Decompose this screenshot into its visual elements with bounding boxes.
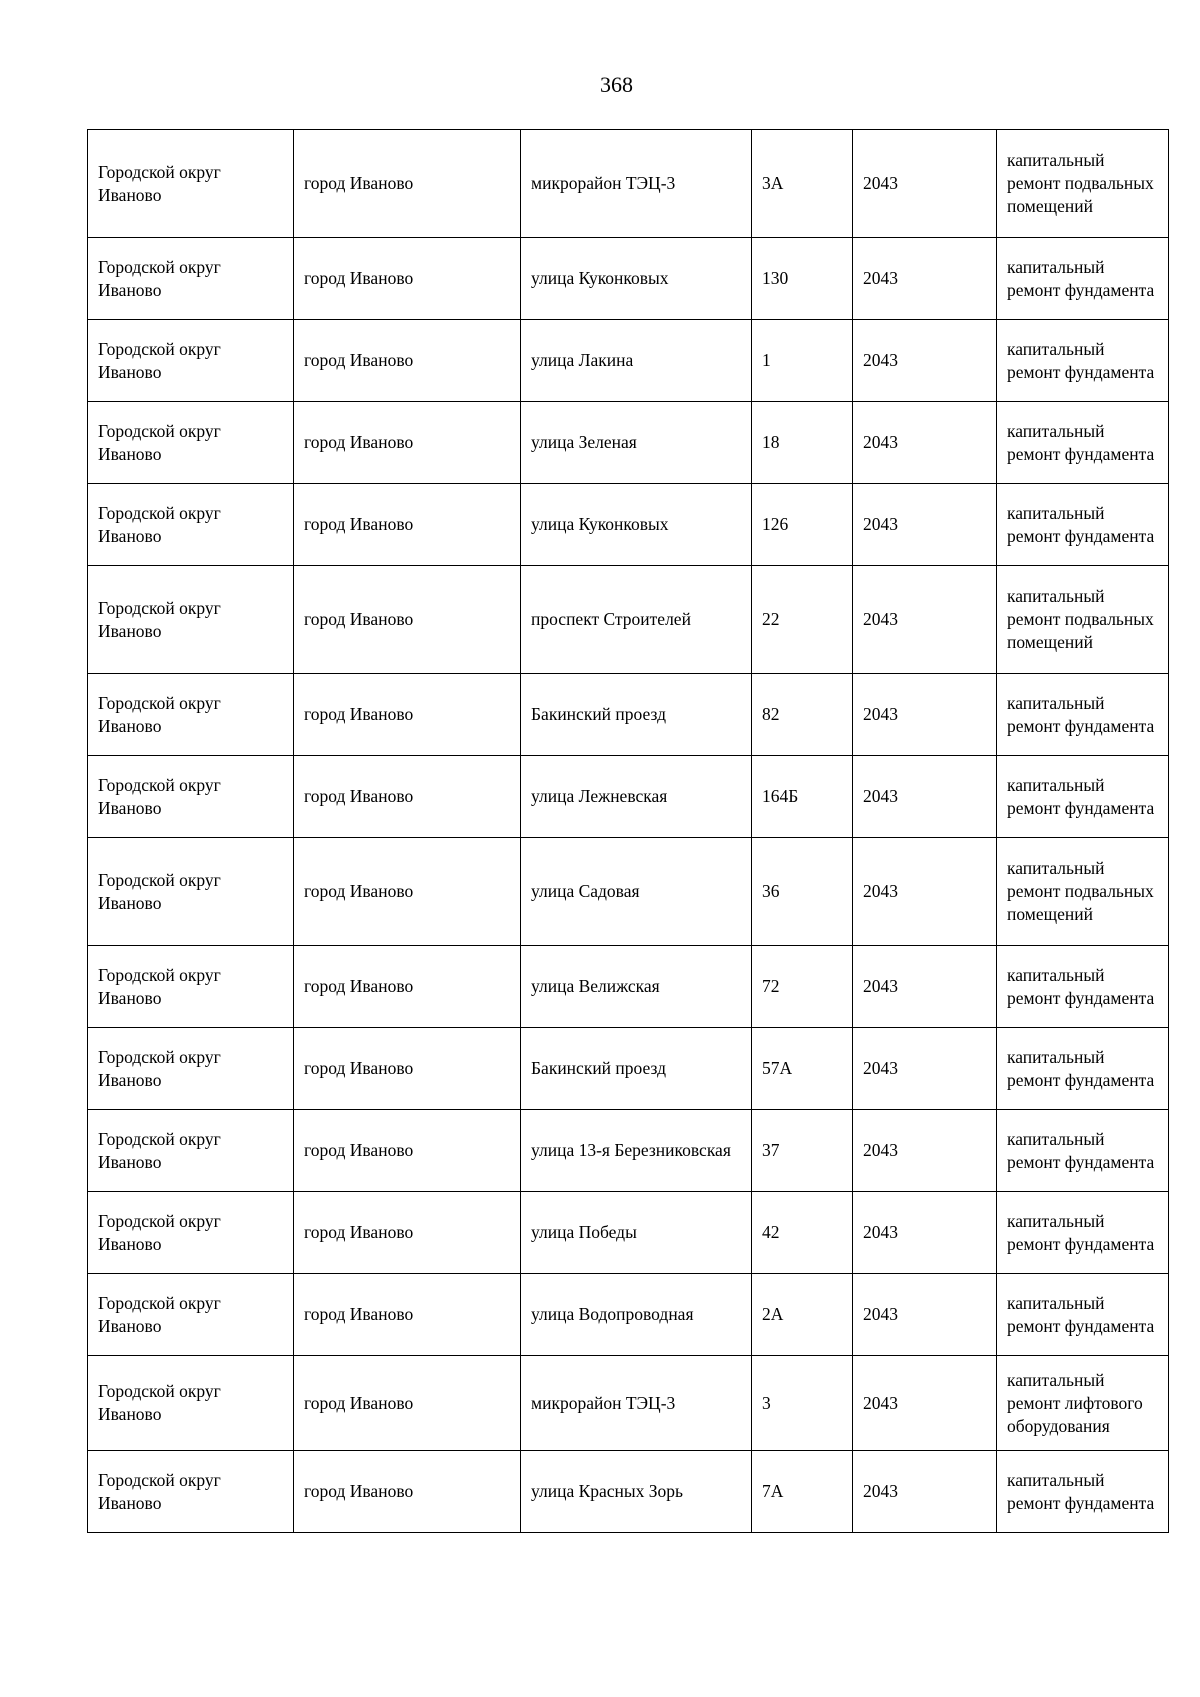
settlement-cell: город Иваново [294,1356,521,1451]
work-type-cell: капитальный ремонт фундамента [997,1192,1169,1274]
table-row [88,1192,1169,1274]
street-cell: микрорайон ТЭЦ-3 [521,1356,752,1451]
municipality-cell: Городской округ Иваново [88,838,294,946]
settlement-cell: город Иваново [294,946,521,1028]
street-cell: микрорайон ТЭЦ-3 [521,130,752,238]
table-row [88,838,1169,946]
work-type-cell: капитальный ремонт подвальных помещений [997,838,1169,946]
table-row [88,1451,1169,1533]
settlement-cell: город Иваново [294,674,521,756]
year-cell: 2043 [853,1110,997,1192]
house-number-cell: 126 [752,484,853,566]
year-cell: 2043 [853,1356,997,1451]
table-row [88,946,1169,1028]
year-cell: 2043 [853,566,997,674]
table-row [88,130,1169,238]
year-cell: 2043 [853,674,997,756]
work-type-cell: капитальный ремонт фундамента [997,674,1169,756]
house-number-cell: 1 [752,320,853,402]
street-cell: улица Лежневская [521,756,752,838]
house-number-cell: 82 [752,674,853,756]
table-row [88,756,1169,838]
house-number-cell: 18 [752,402,853,484]
table-row [88,484,1169,566]
year-cell: 2043 [853,1451,997,1533]
table-row [88,320,1169,402]
table-body [88,130,1169,1533]
year-cell: 2043 [853,1028,997,1110]
house-number-cell: 57А [752,1028,853,1110]
house-number-cell: 36 [752,838,853,946]
table-row [88,402,1169,484]
house-number-cell: 130 [752,238,853,320]
municipality-cell: Городской округ Иваново [88,130,294,238]
settlement-cell: город Иваново [294,838,521,946]
year-cell: 2043 [853,402,997,484]
settlement-cell: город Иваново [294,402,521,484]
work-type-cell: капитальный ремонт подвальных помещений [997,566,1169,674]
year-cell: 2043 [853,946,997,1028]
year-cell: 2043 [853,838,997,946]
work-type-cell: капитальный ремонт фундамента [997,946,1169,1028]
table-row [88,1028,1169,1110]
municipality-cell: Городской округ Иваново [88,566,294,674]
municipality-cell: Городской округ Иваново [88,1274,294,1356]
street-cell: улица Садовая [521,838,752,946]
house-number-cell: 164Б [752,756,853,838]
settlement-cell: город Иваново [294,1451,521,1533]
street-cell: улица Красных Зорь [521,1451,752,1533]
year-cell: 2043 [853,320,997,402]
house-number-cell: 22 [752,566,853,674]
street-cell: улица Куконковых [521,238,752,320]
settlement-cell: город Иваново [294,320,521,402]
street-cell: улица Победы [521,1192,752,1274]
year-cell: 2043 [853,756,997,838]
municipality-cell: Городской округ Иваново [88,1451,294,1533]
municipality-cell: Городской округ Иваново [88,1110,294,1192]
municipality-cell: Городской округ Иваново [88,402,294,484]
street-cell: улица Зеленая [521,402,752,484]
page-number: 368 [600,72,633,97]
work-type-cell: капитальный ремонт фундамента [997,402,1169,484]
municipality-cell: Городской округ Иваново [88,1028,294,1110]
street-cell: улица Лакина [521,320,752,402]
settlement-cell: город Иваново [294,756,521,838]
house-number-cell: 72 [752,946,853,1028]
work-type-cell: капитальный ремонт фундамента [997,756,1169,838]
year-cell: 2043 [853,484,997,566]
house-number-cell: 3А [752,130,853,238]
year-cell: 2043 [853,238,997,320]
house-number-cell: 7А [752,1451,853,1533]
work-type-cell: капитальный ремонт фундамента [997,320,1169,402]
municipality-cell: Городской округ Иваново [88,484,294,566]
municipality-cell: Городской округ Иваново [88,756,294,838]
street-cell: улица Велижская [521,946,752,1028]
house-number-cell: 3 [752,1356,853,1451]
municipality-cell: Городской округ Иваново [88,238,294,320]
table-row [88,1356,1169,1451]
year-cell: 2043 [853,130,997,238]
work-type-cell: капитальный ремонт фундамента [997,1110,1169,1192]
work-type-cell: капитальный ремонт фундамента [997,1451,1169,1533]
table-row [88,566,1169,674]
table-row [88,238,1169,320]
year-cell: 2043 [853,1274,997,1356]
table-row [88,1110,1169,1192]
settlement-cell: город Иваново [294,566,521,674]
street-cell: улица 13-я Березниковская [521,1110,752,1192]
street-cell: проспект Строителей [521,566,752,674]
street-cell: улица Куконковых [521,484,752,566]
work-type-cell: капитальный ремонт лифтового оборудования [997,1356,1169,1451]
house-number-cell: 42 [752,1192,853,1274]
house-number-cell: 2А [752,1274,853,1356]
municipality-cell: Городской округ Иваново [88,674,294,756]
settlement-cell: город Иваново [294,1192,521,1274]
house-number-cell: 37 [752,1110,853,1192]
work-type-cell: капитальный ремонт фундамента [997,1028,1169,1110]
municipality-cell: Городской округ Иваново [88,1356,294,1451]
street-cell: Бакинский проезд [521,674,752,756]
housing-repair-table [87,129,1169,1533]
table-row [88,674,1169,756]
work-type-cell: капитальный ремонт фундамента [997,1274,1169,1356]
municipality-cell: Городской округ Иваново [88,1192,294,1274]
work-type-cell: капитальный ремонт подвальных помещений [997,130,1169,238]
settlement-cell: город Иваново [294,238,521,320]
settlement-cell: город Иваново [294,1110,521,1192]
municipality-cell: Городской округ Иваново [88,946,294,1028]
settlement-cell: город Иваново [294,130,521,238]
settlement-cell: город Иваново [294,1028,521,1110]
street-cell: Бакинский проезд [521,1028,752,1110]
work-type-cell: капитальный ремонт фундамента [997,238,1169,320]
settlement-cell: город Иваново [294,484,521,566]
municipality-cell: Городской округ Иваново [88,320,294,402]
street-cell: улица Водопроводная [521,1274,752,1356]
table-row [88,1274,1169,1356]
work-type-cell: капитальный ремонт фундамента [997,484,1169,566]
settlement-cell: город Иваново [294,1274,521,1356]
year-cell: 2043 [853,1192,997,1274]
